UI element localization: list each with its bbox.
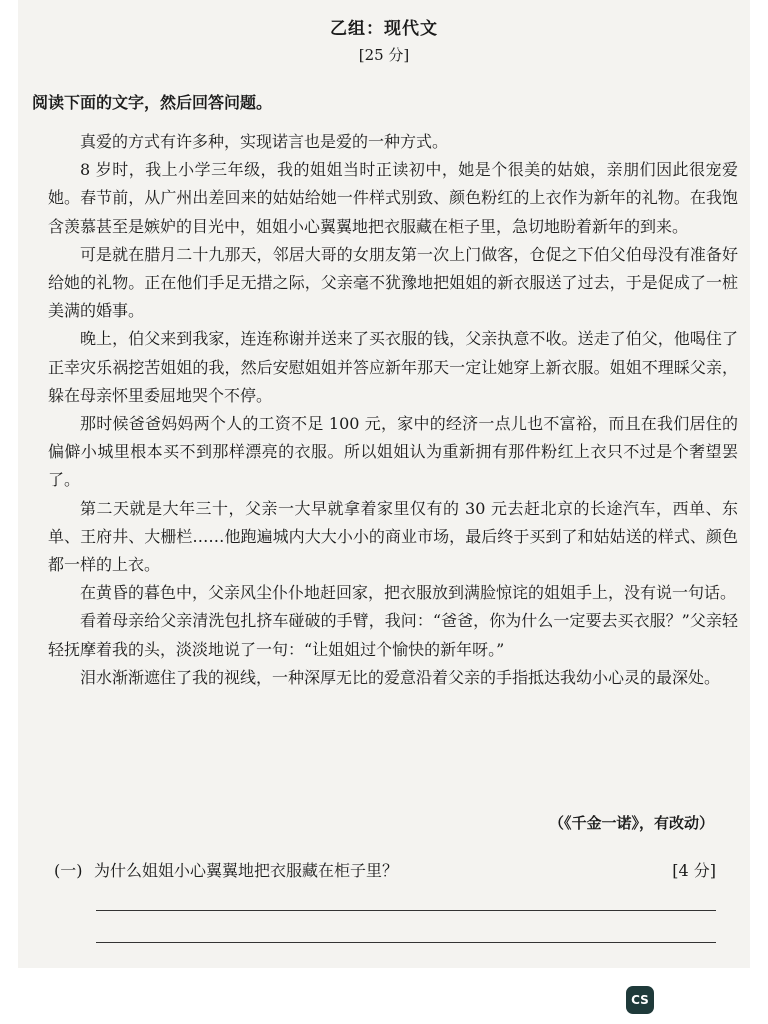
article-paragraph: 看着母亲给父亲清洗包扎挤车碰破的手臂，我问：“爸爸，你为什么一定要去买衣服？”父亲轻轻抚摩着我的头，淡淡地说了一句：“让姐姐过个愉快的新年呀。” xyxy=(48,611,738,659)
article-paragraph: 那时候爸爸妈妈两个人的工资不足 100 元，家中的经济一点儿也不富裕，而且在我们居住的偏僻小城里根本买不到那样漂亮的衣服。所以姐姐认为重新拥有那件粉红上衣只不过是个奢望罢了。 xyxy=(48,414,738,490)
article-paragraph: 泪水渐渐遮住了我的视线，一种深厚无比的爱意沿着父亲的手指抵达我幼小心灵的最深处。 xyxy=(80,667,721,687)
answer-line[interactable] xyxy=(96,910,716,911)
camscanner-logo: CS xyxy=(626,986,654,1014)
question-1 xyxy=(54,858,716,881)
answer-line[interactable] xyxy=(96,942,716,943)
article-source: （《千金一诺》，有改动） xyxy=(548,814,714,832)
reading-instruction: 阅读下面的文字，然后回答问题。 xyxy=(32,93,273,112)
section-title: 乙组：现代文 xyxy=(330,19,438,39)
article-paragraph: 晚上，伯父来到我家，连连称谢并送来了买衣服的钱，父亲执意不收。送走了伯父，他喝住了正幸灾乐祸挖苦姐姐的我，然后安慰姐姐并答应新年那天一定让她穿上新衣服。姐姐不理睬父亲，躲在母亲怀里委屈地哭个不停。 xyxy=(48,329,738,405)
article-paragraph: 真爱的方式有许多种，实现诺言也是爱的一种方式。 xyxy=(80,132,449,151)
article-paragraph: 8 岁时，我上小学三年级，我的姐姐当时正读初中，她是个很美的姑娘，亲朋们因此很宠爱她。春节前，从广州出差回来的姑姑给她一件样式别致、颜色粉红的上衣作为新年的礼物。在我饱含羡慕甚至是嫉妒的目光中，姐姐小心翼翼地把衣服藏在柜子里，急切地盼着新年的到来。 xyxy=(48,160,738,236)
exam-page xyxy=(18,0,750,968)
article-paragraph: 第二天就是大年三十，父亲一大早就拿着家里仅有的 30 元去赶北京的长途汽车，西单、东单、王府井、大栅栏……他跑遍城内大大小小的商业市场，最后终于买到了和姑姑送的样式、颜色都一样的上衣。 xyxy=(48,498,738,575)
question-number: (一) xyxy=(54,861,83,880)
section-score: [25 分] xyxy=(358,46,410,64)
article-paragraph: 可是就在腊月二十九那天，邻居大哥的女朋友第一次上门做客，仓促之下伯父伯母没有准备好给她的礼物。正在他们手足无措之际，父亲毫不犹豫地把姐姐的新衣服送了过去，于是促成了一桩美满的婚事。 xyxy=(48,244,738,321)
question-points: [4 分] xyxy=(672,861,716,880)
article-body xyxy=(48,128,738,692)
article-paragraph: 在黄昏的暮色中，父亲风尘仆仆地赶回家，把衣服放到满脸惊诧的姐姐手上，没有说一句话。 xyxy=(80,583,737,603)
question-text: 为什么姐姐小心翼翼地把衣服藏在柜子里？ xyxy=(94,861,399,880)
